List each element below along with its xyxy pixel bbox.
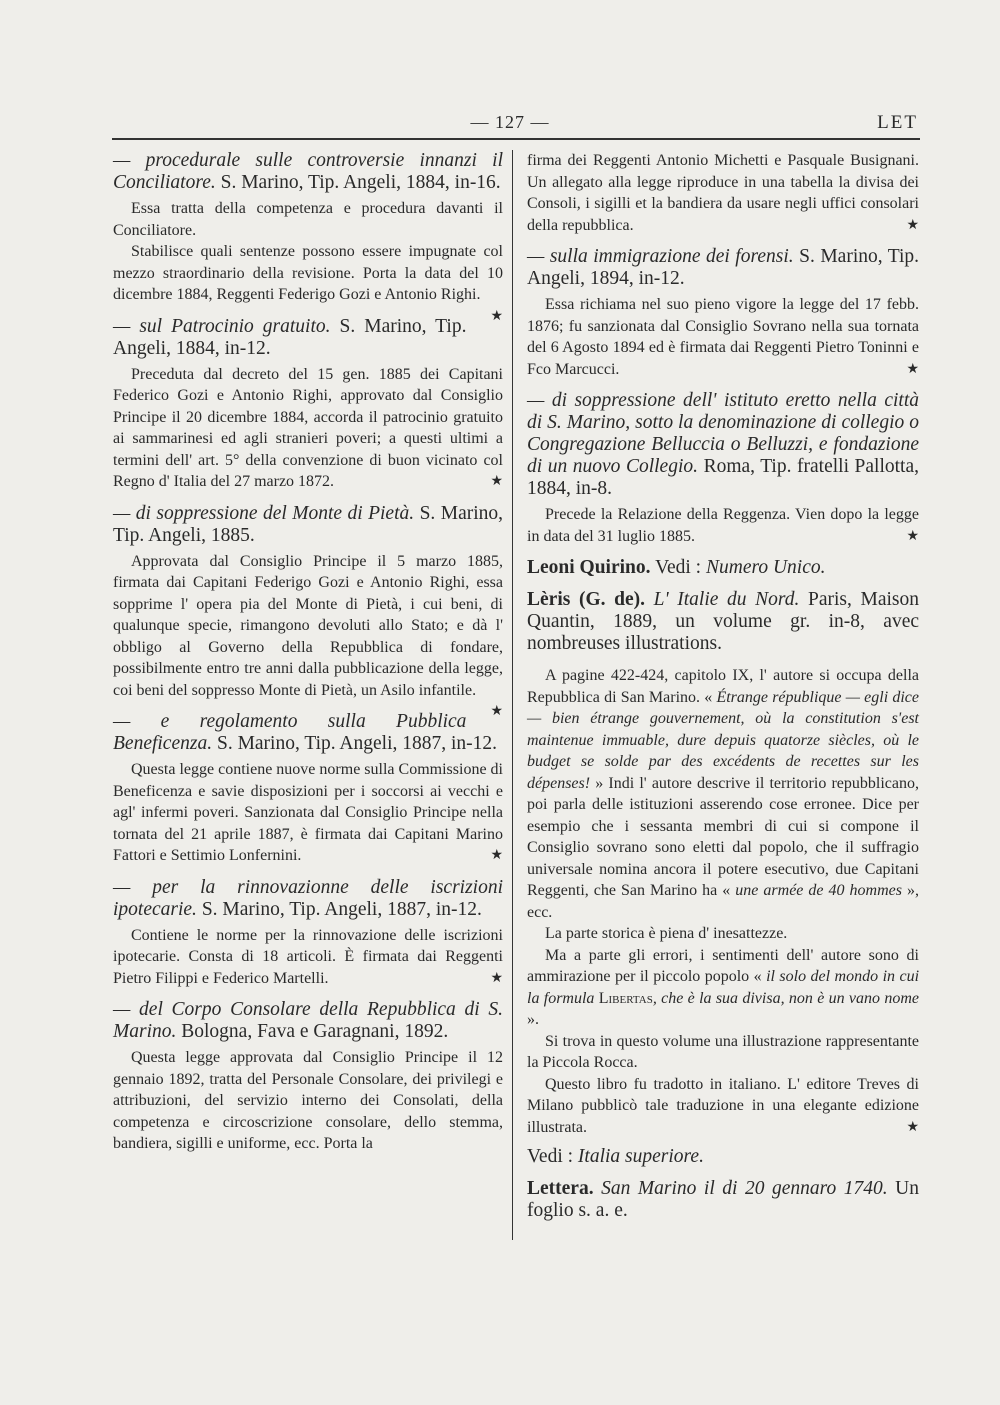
star-icon: ★ — [906, 217, 919, 233]
star-icon: ★ — [490, 308, 503, 324]
entry-text: A pagine 422-424, capitolo IX, l' autore si occupa della Repubblica di San Marino. « Étrange république — egli dice — bien étrange gouvernement, où la constitution s'est maintenue immuable, dure depuis quatorze siècles, où le budget se solde par des excédents de recettes sur les dépenses! » Indi l' autore descrive il territorio repubblicano, poi parla delle istituzioni asserendo cose erronee. Dice per esempio che i sessanta membri di cui si compone il Consiglio sovrano sono eletti dal popolo, che il suffragio universale nomina ancora il potere esecutivo, due Capitani Reggenti, che San Marino ha « une armée de 40 hommes », ecc. — [527, 667, 920, 921]
entry-heading: — procedurale sulle controversie innanzi il Conciliatore. S. Marino, Tip. Angeli, 1884, in-16. — [113, 150, 503, 193]
entry-beneficenza — [113, 711, 503, 867]
entry-heading: Leoni Quirino. Vedi : Numero Unico. — [527, 557, 826, 578]
entry-text: La parte storica è piena d' inesattezze. — [545, 925, 788, 942]
entry-continuation — [527, 150, 919, 236]
entry-text: firma dei Reggenti Antonio Michetti e Pasquale Busignani. Un allegato alla legge riproduce in una tabella la divisa dei Consoli, i sigilli et la bandiera da usare negli uffici consolari della repubblica. ★ — [527, 150, 919, 236]
entry-leoni — [527, 557, 919, 579]
star-icon: ★ — [906, 361, 919, 377]
entry-text: Contiene le norme per la rinnovazione delle iscrizioni ipotecarie. Consta di 18 articoli. È firmata dai Reggenti Pietro Filippi e Federico Martelli. ★ — [113, 925, 503, 990]
entry-text: Essa richiama nel suo pieno vigore la legge del 17 febb. 1876; fu sanzionata dal Consiglio Sovrano nella sua tornata del 6 Agosto 1894 ed è firmata dai Reggenti Pietro Toninni e Fco Marcucci. ★ — [527, 294, 919, 380]
entry-heading: — sul Patrocinio gratuito. S. Marino, Tip. Angeli, 1884, in-12. — [113, 315, 467, 359]
entry-text: Questa legge contiene nuove norme sulla Commissione di Beneficenza e savie disposizioni per i soccorsi ai vecchi e agl' infermi poveri. Sanzionata dal Consiglio Principe nella tornata del 21 aprile 1887, è firmata dai Capitani Marino Fattori e Settimio Lonfernini. ★ — [113, 759, 503, 867]
star-icon: ★ — [906, 528, 919, 544]
entry-text: Si trova in questo volume una illustrazione rappresentante la Piccola Rocca. — [527, 1032, 919, 1071]
entry-heading: — per la rinnovazionne delle iscrizioni ipotecarie. S. Marino, Tip. Angeli, 1887, in-12. — [113, 876, 503, 920]
right-column — [527, 150, 919, 1232]
entry-forensi — [527, 246, 919, 380]
entry-text: Precede la Relazione della Reggenza. Vien dopo la legge in data del 31 luglio 1885. ★ — [527, 504, 919, 547]
entry-patrocinio — [113, 316, 503, 493]
star-icon: ★ — [490, 704, 503, 719]
entry-heading: Lettera. San Marino il di 20 gennaro 1740. Un foglio s. a. e. — [527, 1178, 920, 1221]
entry-collegio — [527, 390, 919, 547]
entry-heading: — di soppressione del Monte di Pietà. S. Marino, Tip. Angeli, 1885. — [113, 502, 504, 546]
entry-conciliatore — [113, 150, 503, 324]
entry-heading: — sulla immigrazione dei forensi. S. Marino, Tip. Angeli, 1894, in-12. — [527, 246, 920, 289]
entry-ipotecarie — [113, 877, 503, 990]
star-icon: ★ — [906, 1119, 919, 1135]
see-also: Vedi : Italia superiore. — [527, 1146, 704, 1167]
entry-text: Questo libro fu tradotto in italiano. L' editore Treves di Milano pubblicò tale traduzione in una elegante edizione illustrata. ★ — [527, 1074, 919, 1139]
entry-text: Preceduta dal decreto del 15 gen. 1885 dei Capitani Federico Gozi e Antonio Righi, approvato dal Consiglio Principe il 20 dicembre 1884, accorda il patrocinio gratuito ai sammarinesi ed agli stranieri poveri; a questi ultimi a termini dell' art. 5° della convenzione di buon vicinato col Regno d' Italia del 27 marzo 1872. ★ — [113, 364, 503, 493]
entry-text: Ma a parte gli errori, i sentimenti dell' autore sono di ammirazione per il piccolo popolo « il solo del mondo in cui la formula Libertas, che è la sua divisa, non è un vano nome ». — [527, 946, 920, 1028]
entry-lettera — [527, 1178, 919, 1222]
header-rule — [112, 138, 920, 140]
star-icon: ★ — [490, 970, 503, 986]
entry-text: Approvata dal Consiglio Principe il 5 marzo 1885, firmata dai Capitani Federigo Gozi e Antonio Righi, essa sopprime l' opera pia del Monte di Pietà, i cui beni, di qualunque specie, rimangono devoluti allo Stato; e dà l' obbligo al Governo della Repubblica di fondare, possibilmente entro tre anni dalla pubblicazione della legge, coi beni del soppresso Monte di Pietà, un Asilo infantile. ★ — [113, 551, 503, 702]
entry-heading: — e regolamento sulla Pubblica Beneficenza. S. Marino, Tip. Angeli, 1887, in-12. — [113, 711, 498, 754]
entry-heading: Lèris (G. de). L' Italie du Nord. Paris, Maison Quantin, 1889, un volume gr. in-8, avec nombreuses illustrations. — [527, 589, 920, 654]
page-number: — 127 — — [470, 112, 550, 132]
entry-leris — [527, 589, 919, 1168]
running-head: LET — [877, 112, 918, 133]
entry-text: Essa tratta della competenza e procedura davanti il Conciliatore. — [113, 200, 503, 239]
entry-text: Stabilisce quali sentenze possono essere impugnate col mezzo straordinario della revisione. Porta la data del 10 dicembre 1884, Reggenti Federigo Gozi e Antonio Righi. ★ — [113, 241, 503, 306]
entry-corpo-consolare — [113, 999, 503, 1155]
entry-heading: — del Corpo Consolare della Repubblica di S. Marino. Bologna, Fava e Garagnani, 1892. — [113, 999, 503, 1042]
left-column — [113, 150, 503, 1165]
entry-heading: — di soppressione dell' istituto eretto nella città di S. Marino, sotto la denominazione di collegio o Congregazione Belluccia o Belluzzi, e fondazione di un nuovo Collegio. Roma, Tip. fratelli Pallotta, 1884, in-8. — [527, 390, 919, 499]
star-icon: ★ — [490, 474, 503, 489]
entry-text: Questa legge approvata dal Consiglio Principe il 12 gennaio 1892, tratta del Personale Consolare, dei privilegi e attribuzioni, del servizio interno dei Consolati, della competenza e circoscrizione consolare, dello stemma, bandiera, sigilli e uniforme, ecc. Porta la — [113, 1049, 503, 1152]
column-divider — [512, 150, 513, 1240]
star-icon: ★ — [490, 848, 503, 863]
entry-monte-di-pieta — [113, 502, 504, 719]
